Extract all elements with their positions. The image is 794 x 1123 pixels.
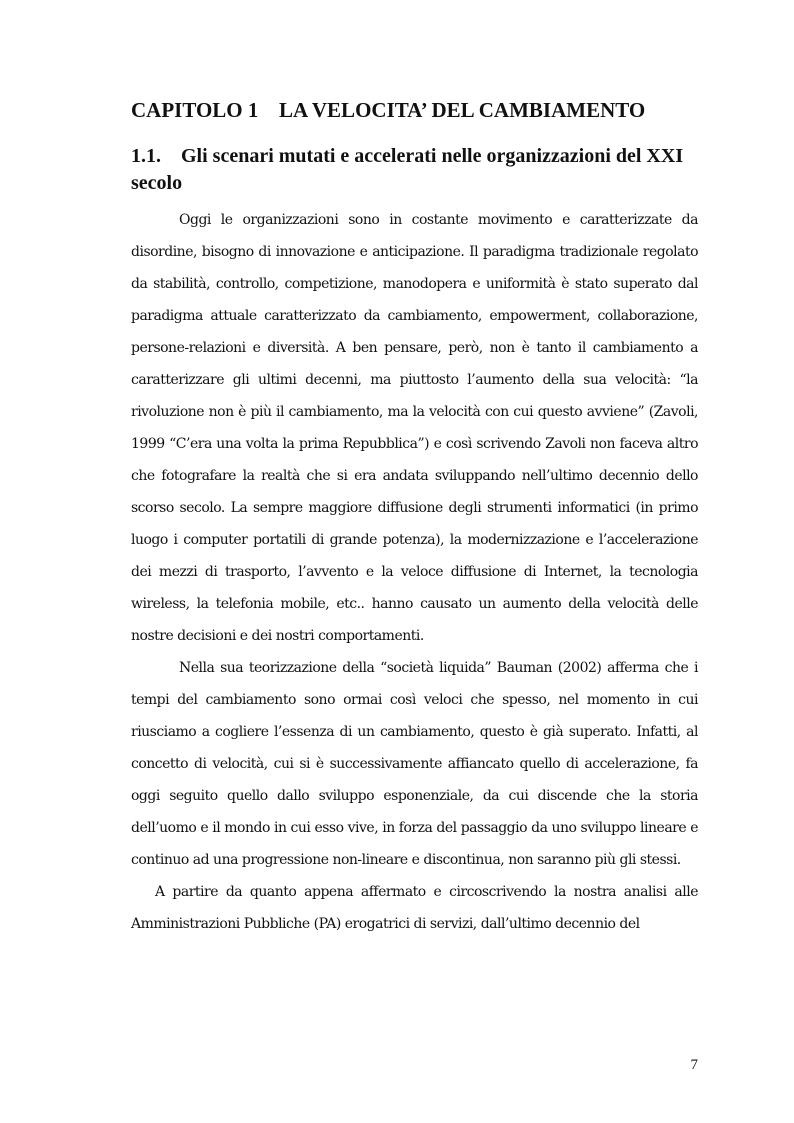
page-number: 7 [690,1057,698,1073]
body-text [131,204,698,940]
paragraph-3: A partire da quanto appena affermato e circoscrivendo la nostra analisi alle Amministrazioni Pubbliche (PA) erogatrici di servizi, dall’ultimo decennio del [131,884,698,932]
chapter-number: CAPITOLO 1 [131,98,259,122]
section-title: Gli scenari mutati e accelerati nelle organizzazioni del XXI secolo [131,145,684,194]
paragraph-1: Oggi le organizzazioni sono in costante movimento e caratterizzate da disordine, bisogno di innovazione e anticipazione. Il paradigma tradizionale regolato da stabilità, controllo, competizione, manodopera e uniformità è stato superato dal paradigma attuale caratterizzato da cambiamento, empowerment, collaborazione, persone-relazioni e diversità. A ben pensare, però, non è tanto il cambiamento a caratterizzare gli ultimi decenni, ma piuttosto l’aumento della sua velocità: “la rivoluzione non è più il cambiamento, ma la velocità con cui questo avviene” (Zavoli, 1999 “C’era una volta la prima Repubblica”) e così scrivendo Zavoli non faceva altro che fotografare la realtà che si era andata sviluppando nell’ultimo decennio dello scorso secolo. La sempre maggiore diffusione degli strumenti informatici (in primo luogo i computer portatili di grande potenza), la modernizzazione e l’accelerazione dei mezzi di trasporto, l’avvento e la veloce diffusione di Internet, la tecnologia wireless, la telefonia mobile, etc.. hanno causato un aumento della velocità delle nostre decisioni e dei nostri comportamenti. [131,212,698,644]
section-number: 1.1. [131,145,161,167]
paragraph-2: Nella sua teorizzazione della “società liquida” Bauman (2002) afferma che i tempi del cambiamento sono ormai così veloci che spesso, nel momento in cui riusciamo a cogliere l’essenza di un cambiamento, questo è già superato. Infatti, al concetto di velocità, cui si è successivamente affiancato quello di accelerazione, fa oggi seguito quello dallo sviluppo esponenziale, da cui discende che la storia dell’uomo e il mondo in cui esso vive, in forza del passaggio da uno sviluppo lineare e continuo ad una progressione non-lineare e discontinua, non saranno più gli stessi. [131,660,698,868]
section-heading [131,143,701,197]
chapter-heading [131,97,701,123]
chapter-title: LA VELOCITA’ DEL CAMBIAMENTO [279,98,646,122]
